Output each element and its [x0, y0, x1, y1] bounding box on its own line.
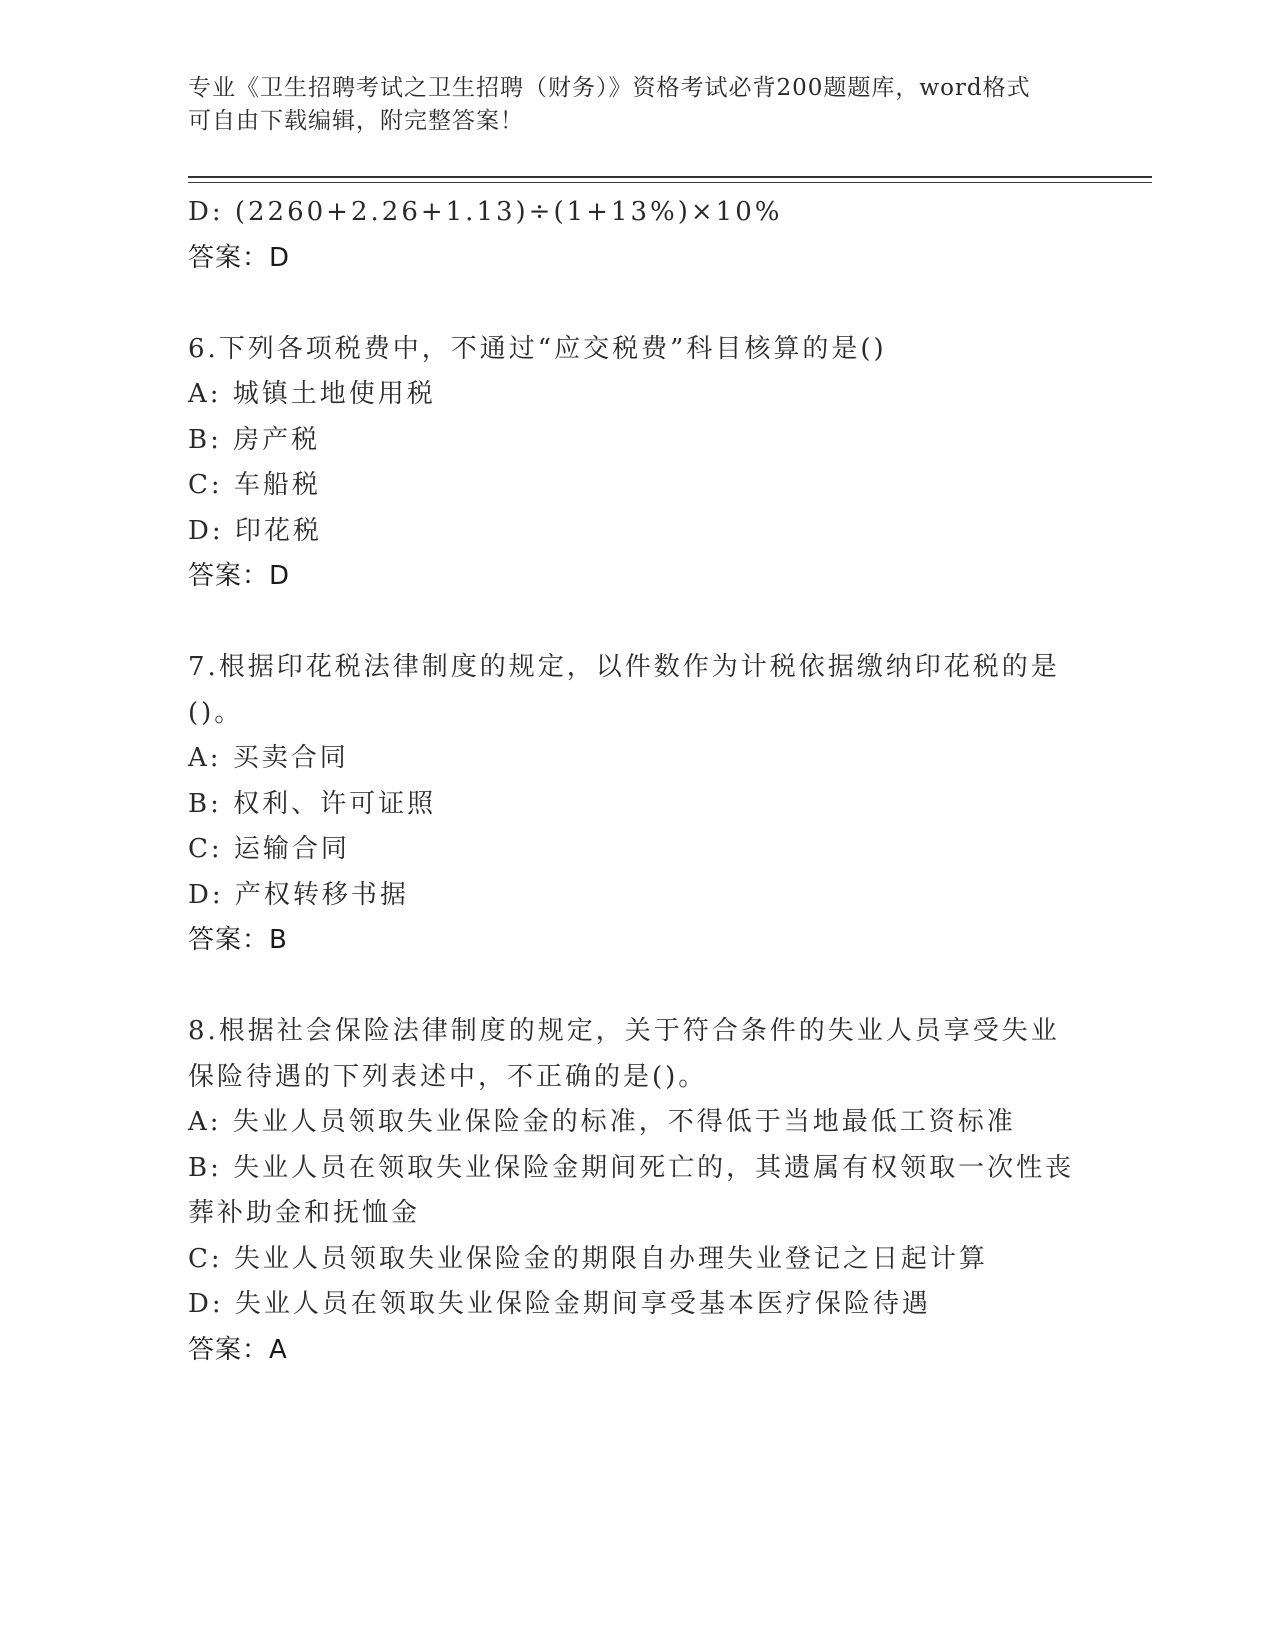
q7-answer: 答案：B	[188, 925, 288, 955]
spacer	[188, 964, 1088, 1010]
question-list	[188, 190, 1088, 1373]
q7-question-line-1: 7.根据印花税法律制度的规定，以件数作为计税依据缴纳印花税的是	[188, 652, 1060, 682]
q6-option-c: C: 车船税	[188, 470, 321, 500]
q8-option-d: D: 失业人员在领取失业保险金期间享受基本医疗保险待遇	[188, 1289, 931, 1319]
spacer	[188, 600, 1088, 646]
question-5-block	[188, 190, 1088, 281]
q7-option-b: B: 权利、许可证照	[188, 788, 437, 819]
q6-question: 6.下列各项税费中，不通过“应交税费”科目核算的是()	[188, 333, 887, 364]
q8-question-line-1: 8.根据社会保险法律制度的规定，关于符合条件的失业人员享受失业	[188, 1016, 1060, 1046]
q5-answer: 答案：D	[188, 242, 291, 273]
q5-option-d: D: (2260+2.26+1.13)÷(1+13%)×10%	[188, 197, 783, 227]
q8-question-line-2: 保险待遇的下列表述中，不正确的是()。	[188, 1061, 708, 1092]
q7-option-a: A: 买卖合同	[188, 743, 349, 773]
header-divider-thin	[188, 182, 1152, 183]
question-6-block	[188, 327, 1088, 600]
q8-option-a: A: 失业人员领取失业保险金的标准，不得低于当地最低工资标准	[188, 1107, 1016, 1137]
q7-question-line-2: ()。	[188, 697, 244, 728]
q8-answer: 答案：A	[188, 1334, 288, 1365]
document-header	[188, 72, 1088, 138]
question-8-block	[188, 1009, 1088, 1373]
header-divider-thick	[188, 176, 1152, 178]
q6-option-a: A: 城镇土地使用税	[188, 379, 436, 409]
q8-option-b-line-2: 葬补助金和抚恤金	[188, 1198, 421, 1228]
q6-option-d: D: 印花税	[188, 515, 322, 546]
q7-option-c: C: 运输合同	[188, 834, 350, 864]
q6-option-b: B: 房产税	[188, 424, 321, 455]
q6-answer: 答案：D	[188, 561, 291, 591]
q8-option-b-line-1: B: 失业人员在领取失业保险金期间死亡的，其遗属有权领取一次性丧	[188, 1152, 1075, 1183]
header-line-1: 专业《卫生招聘考试之卫生招聘（财务）》资格考试必背200题题库，word格式	[188, 75, 1031, 101]
q7-option-d: D: 产权转移书据	[188, 879, 409, 910]
spacer	[188, 281, 1088, 327]
question-7-block	[188, 645, 1088, 964]
header-line-2: 可自由下载编辑，附完整答案！	[188, 108, 524, 134]
q8-option-c: C: 失业人员领取失业保险金的期限自办理失业登记之日起计算	[188, 1243, 988, 1274]
